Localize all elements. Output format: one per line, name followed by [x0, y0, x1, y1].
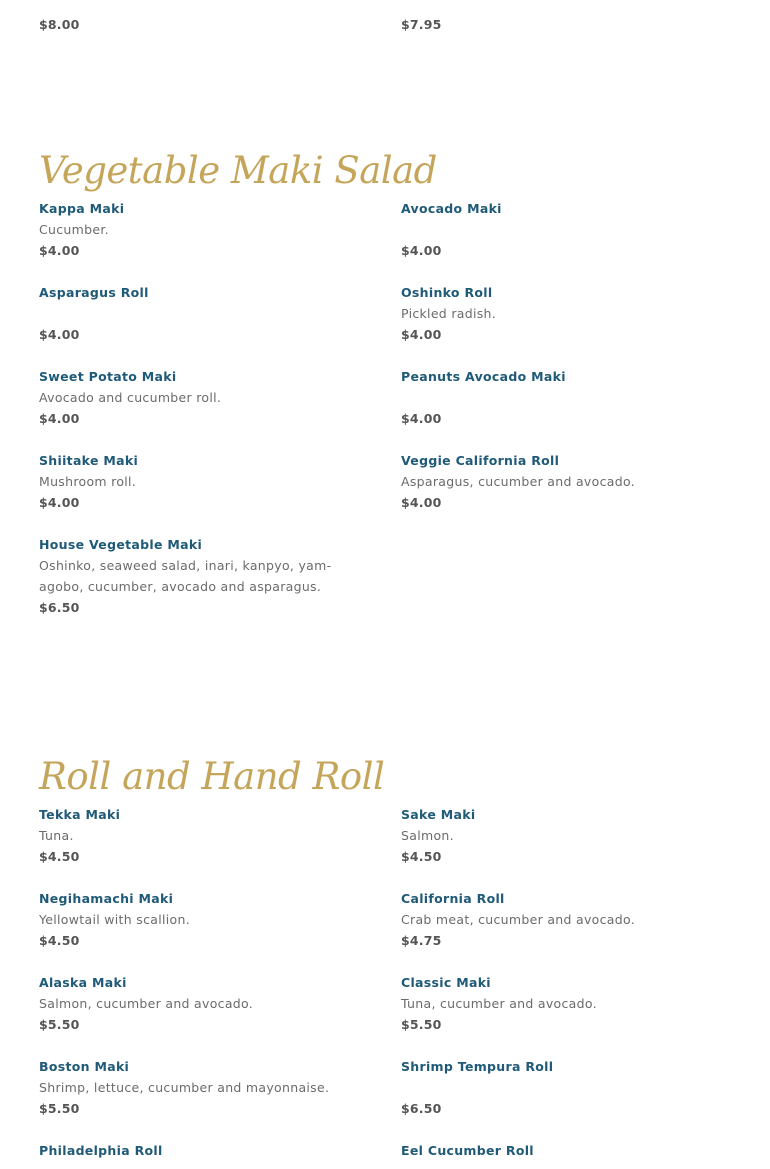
item-description: Tuna.: [39, 828, 74, 843]
menu-item: [401, 888, 741, 951]
item-name: Veggie California Roll: [401, 453, 560, 468]
section-title: Roll and Hand Roll: [39, 755, 385, 798]
item-description: [401, 387, 741, 408]
item-price: $6.50: [39, 600, 80, 615]
item-name: Sweet Potato Maki: [39, 369, 177, 384]
item-description: Salmon.: [401, 828, 454, 843]
menu-item: [401, 972, 741, 1035]
item-description: [39, 303, 379, 324]
item-name: Avocado Maki: [401, 201, 502, 216]
menu-item: [401, 1056, 741, 1119]
menu-item: [39, 282, 379, 345]
item-price: $4.00: [39, 495, 80, 510]
item-name: Asparagus Roll: [39, 285, 149, 300]
menu-item: [401, 450, 741, 513]
item-price: $4.00: [39, 243, 80, 258]
item-price: $4.00: [401, 327, 442, 342]
menu-item: [39, 534, 379, 618]
item-price: $4.00: [39, 411, 80, 426]
menu-item: [401, 804, 741, 867]
item-description: Salmon, cucumber and avocado.: [39, 996, 254, 1011]
item-description: Cucumber.: [39, 222, 109, 237]
section-title: Vegetable Maki Salad: [39, 149, 437, 192]
item-description: Pickled radish.: [401, 306, 497, 321]
item-description: Oshinko, seaweed salad, inari, kanpyo, yam-agobo, cucumber, avocado and asparagus.: [39, 558, 332, 594]
item-name: Philadelphia Roll: [39, 1143, 163, 1158]
item-price: $4.50: [39, 933, 80, 948]
previous-section-prices: [0, 14, 770, 34]
item-price: $7.95: [401, 17, 442, 32]
item-price: $6.50: [401, 1101, 442, 1116]
menu-item: [39, 804, 379, 867]
item-description: Avocado and cucumber roll.: [39, 390, 222, 405]
item-price: $4.75: [401, 933, 442, 948]
menu-item: [401, 366, 741, 429]
item-name: Kappa Maki: [39, 201, 125, 216]
menu-item: [39, 888, 379, 951]
item-price: $8.00: [39, 17, 80, 32]
item-name: Negihamachi Maki: [39, 891, 174, 906]
menu-item: [401, 282, 741, 345]
item-name: Sake Maki: [401, 807, 476, 822]
menu-item: [39, 1056, 379, 1119]
item-description: [401, 219, 741, 240]
item-price: $5.50: [39, 1101, 80, 1116]
menu-item: [401, 1140, 741, 1161]
item-description: Shrimp, lettuce, cucumber and mayonnaise.: [39, 1080, 330, 1095]
item-name: Shiitake Maki: [39, 453, 139, 468]
item-price: $4.50: [39, 849, 80, 864]
item-description: Asparagus, cucumber and avocado.: [401, 474, 635, 489]
item-price: $5.50: [401, 1017, 442, 1032]
item-description: Yellowtail with scallion.: [39, 912, 190, 927]
item-price: $4.00: [401, 243, 442, 258]
item-name: Shrimp Tempura Roll: [401, 1059, 554, 1074]
menu-item: [39, 366, 379, 429]
item-name: Peanuts Avocado Maki: [401, 369, 566, 384]
item-name: Boston Maki: [39, 1059, 130, 1074]
menu-item: [39, 1140, 379, 1161]
item-name: Alaska Maki: [39, 975, 127, 990]
item-price: $5.50: [39, 1017, 80, 1032]
item-description: Crab meat, cucumber and avocado.: [401, 912, 635, 927]
item-price: $4.50: [401, 849, 442, 864]
menu-item: [39, 198, 379, 261]
item-price: $4.00: [39, 327, 80, 342]
item-description: Tuna, cucumber and avocado.: [401, 996, 597, 1011]
item-name: Classic Maki: [401, 975, 491, 990]
menu-item: [39, 450, 379, 513]
item-name: Tekka Maki: [39, 807, 121, 822]
item-name: California Roll: [401, 891, 505, 906]
item-price: $4.00: [401, 495, 442, 510]
item-name: Eel Cucumber Roll: [401, 1143, 534, 1158]
item-description: Mushroom roll.: [39, 474, 137, 489]
menu-item: [401, 198, 741, 261]
item-name: House Vegetable Maki: [39, 537, 203, 552]
item-price: $4.00: [401, 411, 442, 426]
item-description: [401, 1077, 741, 1098]
menu-item: [39, 972, 379, 1035]
item-name: Oshinko Roll: [401, 285, 493, 300]
